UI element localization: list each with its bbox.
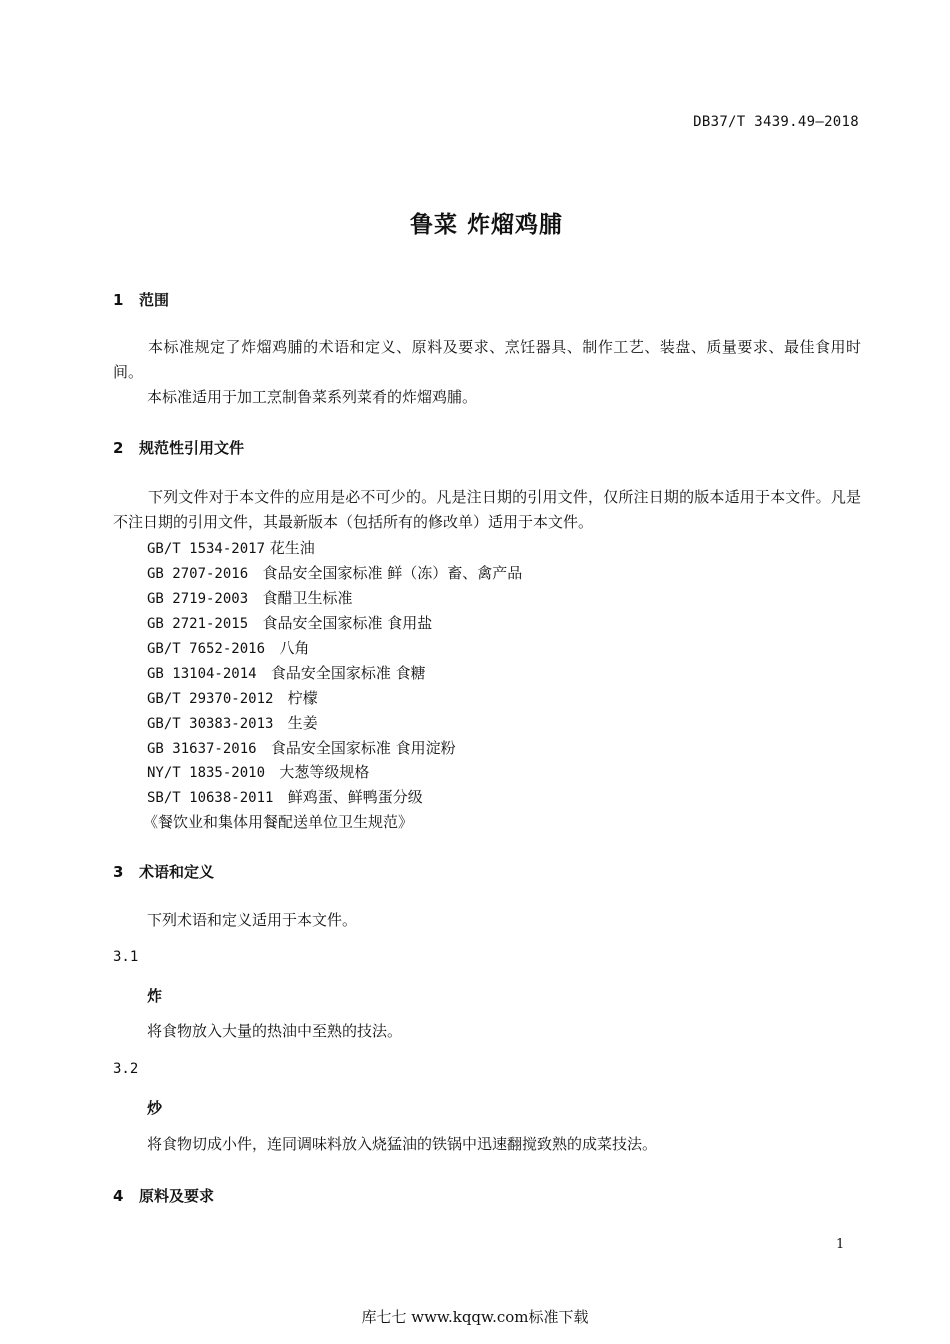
reference-name: 生姜 — [287, 714, 318, 732]
reference-name: 食品安全国家标准 鲜（冻）畜、禽产品 — [262, 564, 523, 582]
reference-name: 大葱等级规格 — [279, 763, 370, 781]
reference-name: 《餐饮业和集体用餐配送单位卫生规范》 — [143, 813, 414, 831]
section-3-heading — [113, 861, 214, 882]
reference-name: 八角 — [279, 639, 310, 657]
reference-code: GB/T 7652-2016 — [147, 641, 266, 657]
section-number: 2 — [113, 439, 124, 457]
section-title: 原料及要求 — [139, 1187, 215, 1205]
section-title: 范围 — [139, 291, 170, 309]
reference-item — [147, 737, 456, 758]
reference-name: 花生油 — [269, 539, 315, 557]
reference-item — [147, 712, 318, 733]
terms-intro: 下列术语和定义适用于本文件。 — [147, 911, 358, 929]
reference-item — [147, 612, 432, 633]
reference-name: 柠檬 — [287, 689, 318, 707]
reference-name: 食品安全国家标准 食糖 — [270, 664, 426, 682]
reference-item — [147, 537, 315, 558]
reference-item — [147, 662, 426, 683]
term-number: 3.2 — [113, 1061, 139, 1077]
section-4-heading — [113, 1185, 214, 1206]
reference-code: GB 2707-2016 — [147, 566, 249, 582]
reference-code: GB 2721-2015 — [147, 616, 249, 632]
reference-code: GB/T 29370-2012 — [147, 691, 274, 707]
section-number: 4 — [113, 1187, 124, 1205]
reference-name: 食品安全国家标准 食用淀粉 — [270, 739, 456, 757]
reference-item — [147, 786, 423, 807]
term-number: 3.1 — [113, 949, 139, 965]
reference-name: 食品安全国家标准 食用盐 — [262, 614, 433, 632]
section-number: 1 — [113, 291, 124, 309]
reference-item — [147, 562, 522, 583]
section-2-heading — [113, 437, 244, 458]
section-1-heading — [113, 289, 169, 310]
reference-item — [147, 761, 369, 782]
reference-code: GB 2719-2003 — [147, 591, 249, 607]
reference-code: GB 31637-2016 — [147, 741, 257, 757]
reference-item — [147, 637, 309, 658]
scope-paragraph-1: 本标准规定了炸熘鸡脯的术语和定义、原料及要求、烹饪器具、制作工艺、装盘、质量要求、最佳食用时间。 — [113, 338, 861, 381]
reference-name: 鲜鸡蛋、鲜鸭蛋分级 — [287, 788, 423, 806]
standard-code: DB37/T 3439.49—2018 — [693, 114, 859, 130]
reference-code: GB/T 1534-2017 — [147, 541, 266, 557]
section-number: 3 — [113, 863, 124, 881]
reference-item — [147, 687, 318, 708]
reference-name: 食醋卫生标准 — [262, 589, 353, 607]
term-name: 炒 — [147, 1099, 163, 1117]
page-number: 1 — [836, 1237, 845, 1252]
reference-code: GB/T 30383-2013 — [147, 716, 274, 732]
scope-paragraph-2: 本标准适用于加工烹制鲁菜系列菜肴的炸熘鸡脯。 — [147, 388, 478, 406]
reference-code: SB/T 10638-2011 — [147, 790, 274, 806]
term-name: 炸 — [147, 987, 163, 1005]
section-title: 规范性引用文件 — [139, 439, 245, 457]
term-definition: 将食物切成小件，连同调味料放入烧猛油的铁锅中迅速翻搅致熟的成菜技法。 — [147, 1135, 658, 1153]
references-intro: 下列文件对于本文件的应用是必不可少的。凡是注日期的引用文件，仅所注日期的版本适用于本文件。凡是不注日期的引用文件，其最新版本（包括所有的修改单）适用于本文件。 — [113, 488, 861, 531]
reference-item — [147, 587, 352, 608]
term-definition: 将食物放入大量的热油中至熟的技法。 — [147, 1022, 403, 1040]
section-title: 术语和定义 — [139, 863, 215, 881]
reference-item — [143, 811, 413, 832]
document-title: 鲁菜 炸熘鸡脯 — [409, 212, 563, 238]
footer-source: 库七七 www.kqqw.com标准下载 — [361, 1308, 589, 1326]
reference-code: GB 13104-2014 — [147, 666, 257, 682]
reference-code: NY/T 1835-2010 — [147, 765, 266, 781]
